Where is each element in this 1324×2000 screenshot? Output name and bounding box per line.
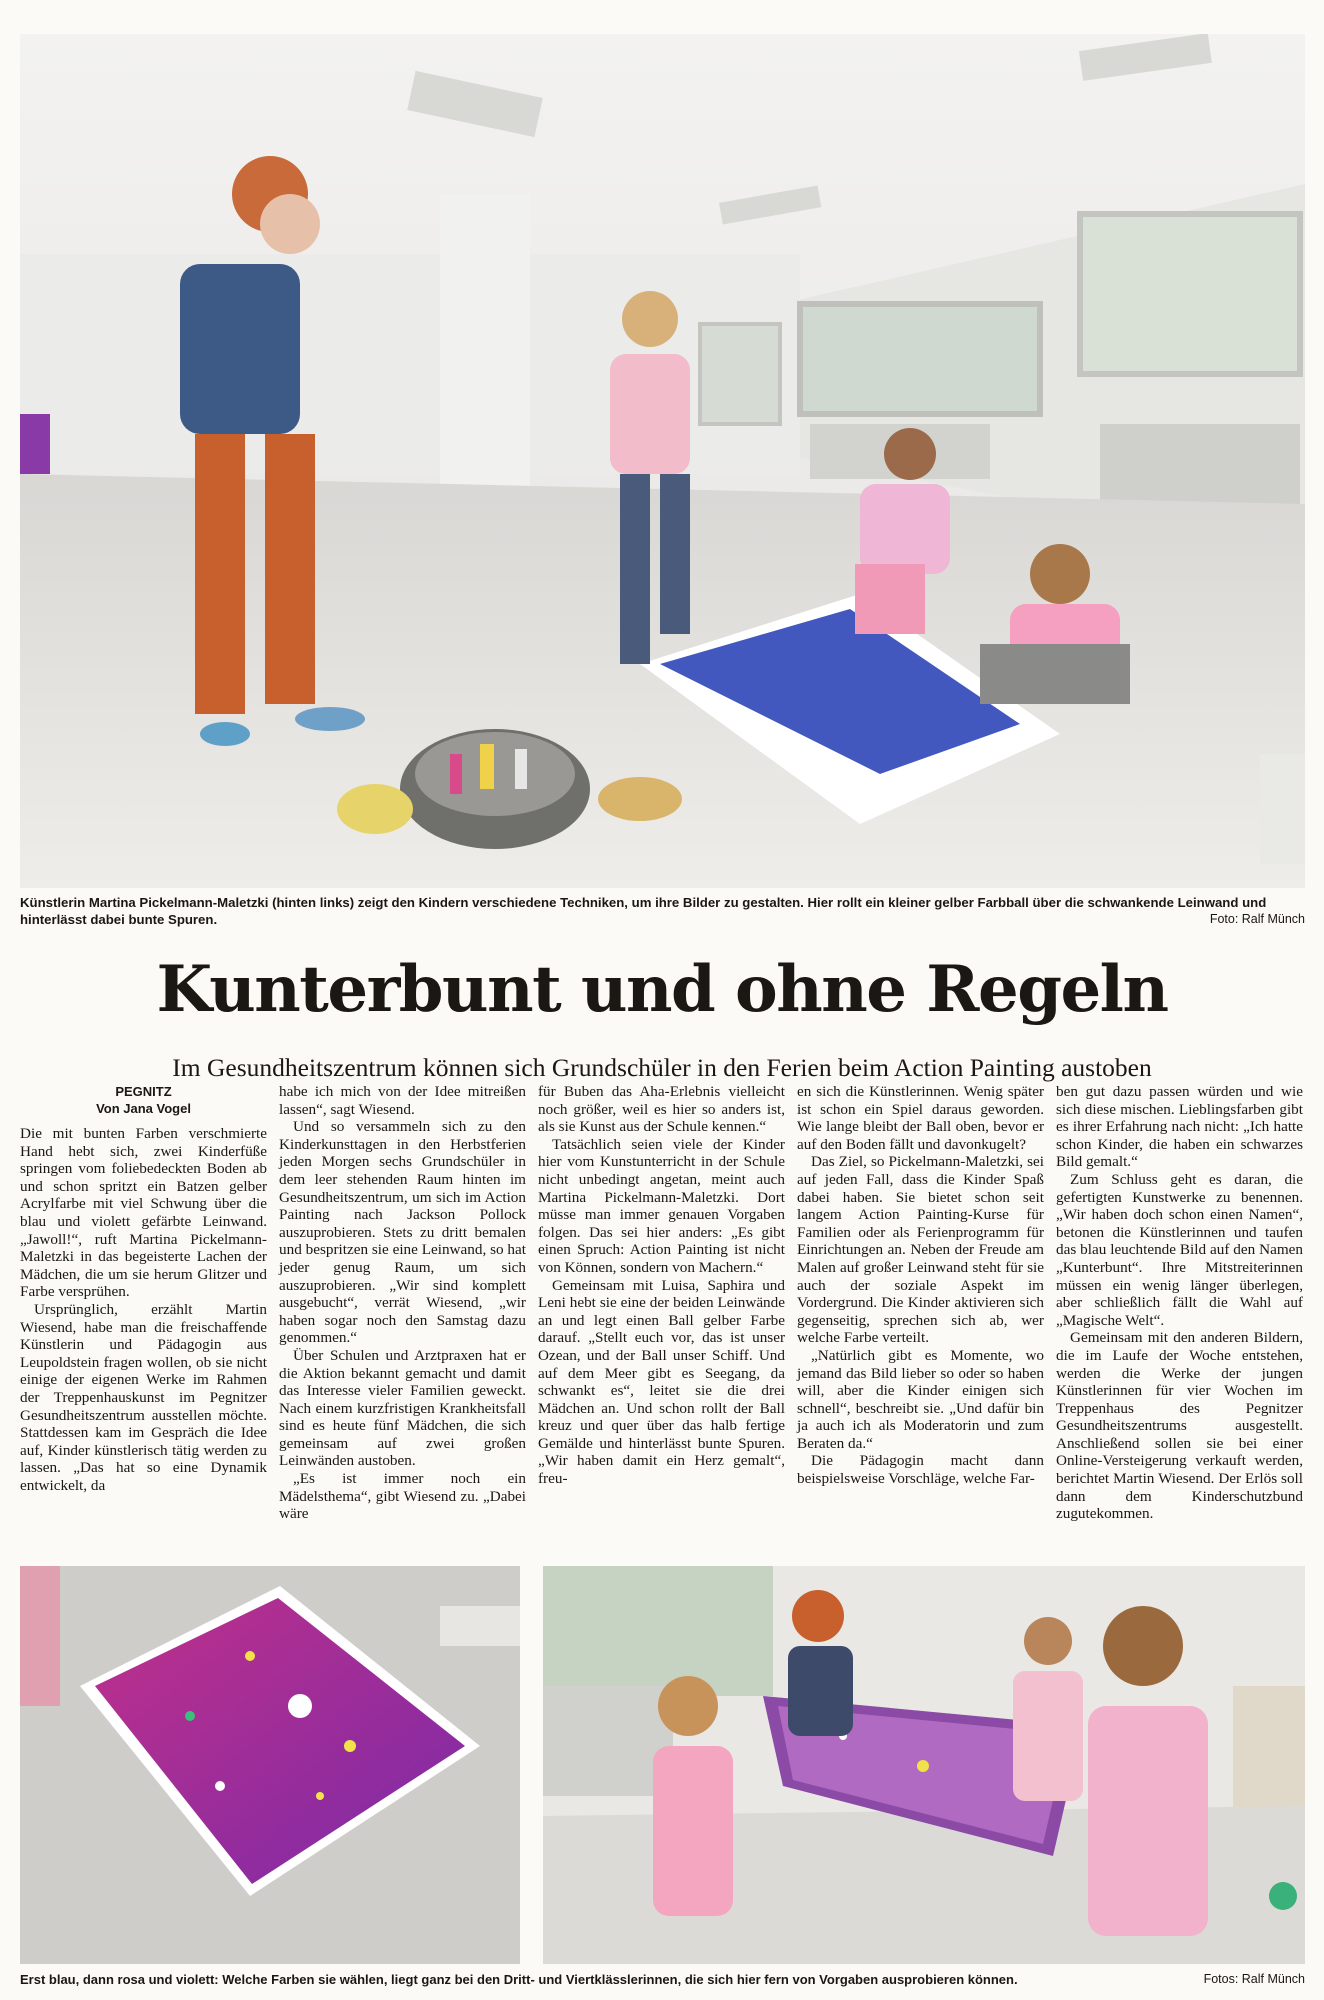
article-column-5 [1056,1083,1303,1523]
top-photo-caption: Künstlerin Martina Pickelmann-Maletzki (hinten links) zeigt den Kindern verschiedene Techniken, um ihre Bilder zu gestalten. Hier rollt ein kleiner gelber Farbball über die schwankende Leinwand und hinterlässt dabei bunte Spuren. [20,895,1267,927]
paragraph: Die Pädagogin macht dann beispielsweise Vorschläge, welche Far- [797,1452,1044,1488]
paragraph: ben gut dazu passen würden und wie sich diese mischen. Lieblingsfarben gibt es ihrer Erfahrung nach nicht: „Ich hatte schon Kinder, die haben ein schwarzes Bild gemalt.“ [1056,1083,1303,1171]
paragraph: Das Ziel, so Pickelmann-Maletzki, sei auf jeden Fall, dass die Kinder Spaß dabei haben. Sie bietet schon seit langem Action Painting-Kurse für Familien oder als Ferienprogramm für Einrichtungen an. Neben der Freude am Malen auf großer Leinwand steht für sie auch der soziale Aspekt im Vordergrund. Die Kinder aktivieren sich gegenseitig, sprechen sich ab, wer welche Farbe verteilt. [797,1153,1044,1347]
subheadline: Im Gesundheitszentrum können sich Grundschüler in den Ferien beim Action Painting austoben [172,1053,1152,1082]
article-column-4 [797,1083,1044,1488]
paragraph: „Natürlich gibt es Momente, wo jemand das Bild lieber so oder so haben will, aber die Kinder einigen sich schnell“, beschreibt sie. „Und dafür bin ja auch ich als Moderatorin und zum Beraten da.“ [797,1346,1044,1452]
paragraph: Zum Schluss geht es daran, die gefertigten Kunstwerke zu benennen. „Wir haben doch schon einen Namen“, betonen die Künstlerinnen und taufen das blau leuchtende Bild auf den Namen „Kunterbunt“. Ihre Mitstreiterinnen müssen ein wenig länger überlegen, aber schließlich fällt die Wahl auf „Magische Welt“. [1056,1170,1303,1329]
bottom-left-photo [20,1566,520,1964]
top-photo-credit: Foto: Ralf Münch [1209,912,1305,926]
bottom-photos-caption: Erst blau, dann rosa und violett: Welche Farben sie wählen, liegt ganz bei den Dritt- und Viertklässlerinnen, die sich hier fern von Vorgaben ausprobieren können. [20,1972,1018,1987]
paragraph: Die mit bunten Farben verschmierte Hand hebt sich, zwei Kinderfüße springen vom foliebedeckten Boden ab und schon spritzt ein Batzen gelber Acrylfarbe mit viel Schwung über die blau und violett gefärbte Leinwand. „Jawoll!“, ruft Martina Pickelmann-Maletzki in das begeisterte Lachen der Mädchen, die um sie herum Glitzer und Farbe versprühen. [20,1125,267,1301]
paragraph: Tatsächlich seien viele der Kinder hier vom Kunstunterricht in der Schule nicht unbedingt angetan, meint auch Martina Pickelmann-Maletzki. Dort müsse man immer genauen Vorgaben folgen. Das sei hier anders: „Es gibt einen Spruch: Action Painting ist nicht von Können, sondern von Machern.“ [538,1135,785,1276]
paragraph: habe ich mich von der Idee mitreißen lassen“, sagt Wiesend. [279,1083,526,1118]
paragraph: en sich die Künstlerinnen. Wenig später ist schon ein Spiel daraus geworden. Wie lange bleibt der Ball oben, bevor er auf den Boden fällt und davonkugelt? [797,1083,1044,1153]
article-column-3 [538,1083,785,1488]
paragraph: Über Schulen und Arztpraxen hat er die Aktion bekannt gemacht und damit das Interesse vieler Familien geweckt. Nach einem kurzfristigen Krankheitsfall sind es heute fünf Mädchen, die sich gemeinsam auf zwei großen Leinwänden austoben. [279,1346,526,1470]
headline: Kunterbunt und ohne Regeln [156,952,1168,1027]
paragraph: Ursprünglich, erzählt Martin Wiesend, habe man die freischaffende Künstlerin und Pädagogin aus Leupoldstein fragen wollen, ob sie nicht einige der eigenen Werke im Rahmen der Treppenhauskunst im Pegnitzer Gesundheitszentrum ausstellen möchte. Stattdessen kam im Gespräch die Idee auf, Kinder künstlerisch tätig werden zu lassen. „Das hat so eine Dynamik entwickelt, da [20,1300,267,1494]
article-column-1 [20,1083,267,1494]
dateline: PEGNITZ [115,1084,172,1099]
paragraph: Gemeinsam mit Luisa, Saphira und Leni hebt sie eine der beiden Leinwände an und legt einen Ball gelber Farbe darauf. „Stellt euch vor, das ist unser Ozean, und der Ball unser Schiff. Und auf dem Meer gibt es Seegang, da schwankt es“, leitet sie die drei Mädchen an. Und schon rollt der Ball kreuz und quer über das halb fertige Gemälde und hinterlässt bunte Spuren. „Wir haben damit ein Herz gemalt“, freu- [538,1276,785,1488]
bottom-right-photo [543,1566,1305,1964]
bottom-photos-credit: Fotos: Ralf Münch [1203,1972,1305,1986]
paragraph: Und so versammeln sich zu den Kinderkunsttagen in den Herbstferien jeden Morgen sechs Grundschüler in dem leer stehenden Raum hinten im Gesundheitszentrum, um sich im Action Painting nach Jackson Pollock auszuprobieren. Stets zu dritt bemalen und bespritzen sie eine Leinwand, so hat jeder genug Raum, um sich auszuprobieren. „Wir sind komplett ausgebucht“, verrät Wiesend, „wir haben sogar noch den Samstag dazu genommen.“ [279,1118,526,1347]
article-column-2 [279,1083,526,1523]
paragraph: Gemeinsam mit den anderen Bildern, die im Laufe der Woche entstehen, werden die Werke der jungen Künstlerinnen für vier Wochen im Treppenhaus des Pegnitzer Gesundheitszentrums ausgestellt. Anschließend sollen sie bei einer Online-Versteigerung verkauft werden, berichtet Martin Wiesend. Der Erlös soll dann dem Kinderschutzbund zugutekommen. [1056,1329,1303,1523]
paragraph: für Buben das Aha-Erlebnis vielleicht noch größer, weil es hier so anders ist, als sie Kunst aus der Schule kennen.“ [538,1083,785,1136]
byline: Von Jana Vogel [96,1101,191,1116]
paragraph: „Es ist immer noch ein Mädelsthema“, gibt Wiesend zu. „Dabei wäre [279,1470,526,1523]
main-photo [20,34,1305,888]
